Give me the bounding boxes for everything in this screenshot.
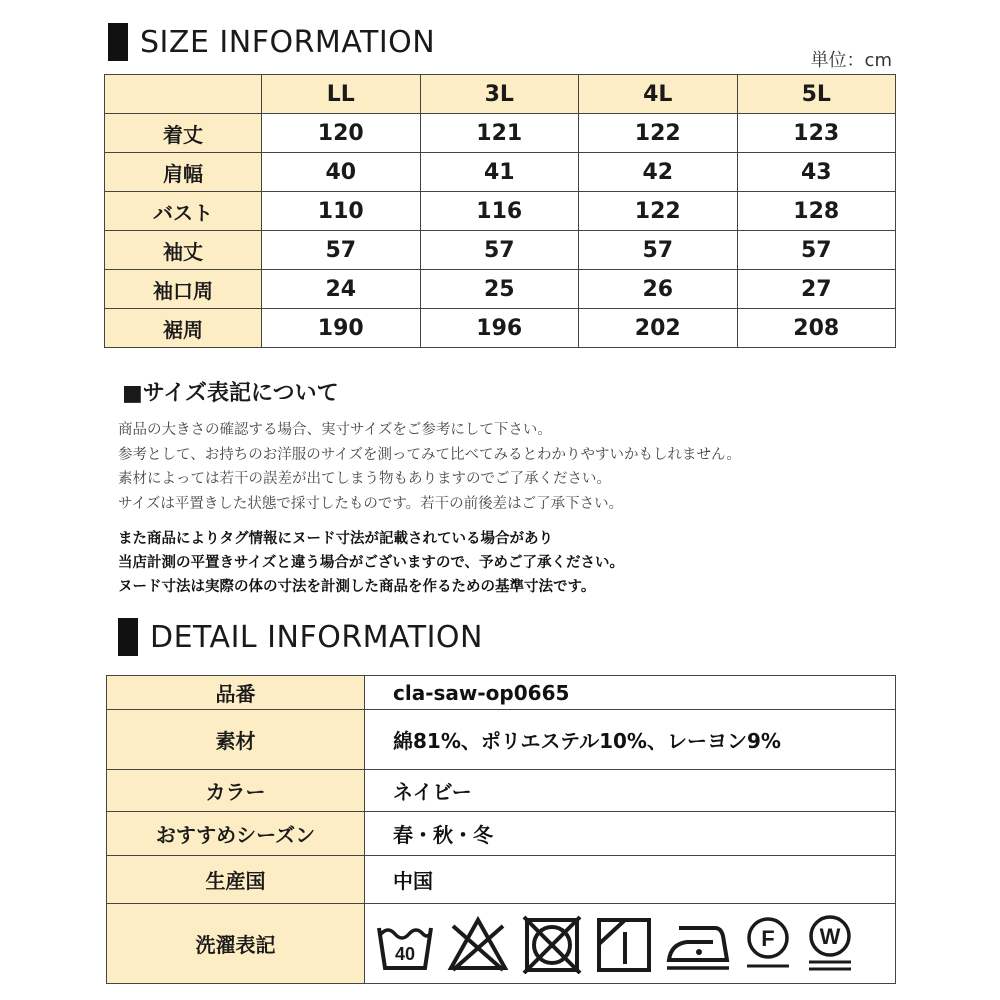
size-value: 57 bbox=[579, 231, 738, 270]
table-row bbox=[107, 904, 896, 984]
note-bold-line: また商品によりタグ情報にヌード寸法が記載されている場合があり bbox=[118, 531, 553, 547]
size-value: 57 bbox=[262, 231, 421, 270]
size-value: 24 bbox=[262, 270, 421, 309]
detail-value-country bbox=[365, 856, 896, 904]
table-row bbox=[105, 153, 896, 192]
item-number-text: cla-saw-op0665 bbox=[393, 680, 570, 705]
detail-information-title: DETAIL INFORMATION bbox=[150, 619, 483, 655]
heading-bar bbox=[118, 618, 138, 656]
size-column-ll: LL bbox=[262, 75, 421, 114]
table-row bbox=[107, 676, 896, 710]
table-row bbox=[107, 710, 896, 770]
detail-information-heading bbox=[118, 617, 483, 657]
wash-temperature-text: 40 bbox=[394, 943, 416, 964]
detail-value-item-number bbox=[365, 676, 896, 710]
size-value: 27 bbox=[737, 270, 896, 309]
dry-clean-f-icon bbox=[743, 914, 793, 974]
size-value: 196 bbox=[420, 309, 579, 348]
iron-low-temp-icon bbox=[665, 914, 731, 974]
detail-label-color: カラー bbox=[107, 770, 365, 812]
size-notes-title: ■サイズ表記について bbox=[122, 381, 339, 406]
wash-tub-40-icon bbox=[375, 914, 435, 974]
no-tumble-dry-icon bbox=[521, 914, 583, 974]
detail-label-item-number: 品番 bbox=[107, 676, 365, 710]
table-row bbox=[105, 270, 896, 309]
table-row bbox=[107, 770, 896, 812]
size-notes-bold bbox=[118, 527, 624, 599]
material-text: 綿81%、ポリエステル10%、レーヨン9% bbox=[393, 729, 781, 753]
size-value: 40 bbox=[262, 153, 421, 192]
size-column-5l: 5L bbox=[737, 75, 896, 114]
unit-label: 単位：cm bbox=[810, 50, 892, 71]
size-value: 208 bbox=[737, 309, 896, 348]
row-label: 着丈 bbox=[105, 114, 262, 153]
note-line: 素材によっては若干の誤差が出てしまう物もありますのでご了承ください。 bbox=[118, 471, 611, 487]
dry-clean-letter: F bbox=[761, 925, 775, 951]
wet-clean-w-icon bbox=[805, 914, 855, 974]
row-label: 袖丈 bbox=[105, 231, 262, 270]
note-line: 商品の大きさの確認する場合、実寸サイズをご参考にして下さい。 bbox=[118, 422, 552, 438]
row-label: バスト bbox=[105, 192, 262, 231]
size-value: 57 bbox=[420, 231, 579, 270]
size-notes-body bbox=[118, 418, 741, 516]
size-information-heading bbox=[108, 22, 435, 62]
size-column-3l: 3L bbox=[420, 75, 579, 114]
row-label: 袖口周 bbox=[105, 270, 262, 309]
note-line: 参考として、お持ちのお洋服のサイズを測ってみて比べてみるとわかりやすいかもしれません。 bbox=[118, 446, 741, 463]
detail-value-material bbox=[365, 710, 896, 770]
detail-label-care: 洗濯表記 bbox=[107, 904, 365, 984]
detail-label-material: 素材 bbox=[107, 710, 365, 770]
size-value: 121 bbox=[420, 114, 579, 153]
color-text: ネイビー bbox=[393, 780, 472, 804]
size-value: 122 bbox=[579, 192, 738, 231]
row-label: 肩幅 bbox=[105, 153, 262, 192]
note-bold-line: 当店計測の平置きサイズと違う場合がございますので、予めご了承ください。 bbox=[118, 555, 625, 571]
size-value: 202 bbox=[579, 309, 738, 348]
size-value: 41 bbox=[420, 153, 579, 192]
country-text: 中国 bbox=[393, 869, 433, 893]
row-label: 裾周 bbox=[105, 309, 262, 348]
detail-value-care bbox=[365, 904, 896, 984]
size-column-4l: 4L bbox=[579, 75, 738, 114]
table-row bbox=[107, 856, 896, 904]
size-value: 123 bbox=[737, 114, 896, 153]
size-information-title: SIZE INFORMATION bbox=[140, 24, 436, 60]
season-text: 春・秋・冬 bbox=[393, 823, 493, 847]
size-value: 57 bbox=[737, 231, 896, 270]
detail-value-color bbox=[365, 770, 896, 812]
wet-clean-letter: W bbox=[819, 923, 841, 949]
size-value: 190 bbox=[262, 309, 421, 348]
size-value: 128 bbox=[737, 192, 896, 231]
size-value: 120 bbox=[262, 114, 421, 153]
size-value: 110 bbox=[262, 192, 421, 231]
detail-table bbox=[106, 675, 896, 984]
size-value: 43 bbox=[737, 153, 896, 192]
table-row bbox=[107, 812, 896, 856]
size-value: 25 bbox=[420, 270, 579, 309]
table-row bbox=[105, 192, 896, 231]
detail-value-season bbox=[365, 812, 896, 856]
size-table-header-row bbox=[105, 75, 896, 114]
size-value: 42 bbox=[579, 153, 738, 192]
table-row bbox=[105, 114, 896, 153]
note-line: サイズは平置きした状態で採寸したものです。若干の前後差はご了承下さい。 bbox=[118, 495, 624, 512]
detail-label-season: おすすめシーズン bbox=[107, 812, 365, 856]
care-symbols bbox=[375, 914, 895, 974]
size-value: 26 bbox=[579, 270, 738, 309]
detail-label-country: 生産国 bbox=[107, 856, 365, 904]
size-table bbox=[104, 74, 896, 348]
size-value: 122 bbox=[579, 114, 738, 153]
table-row bbox=[105, 309, 896, 348]
heading-bar bbox=[108, 23, 128, 61]
size-value: 116 bbox=[420, 192, 579, 231]
line-dry-shade-icon bbox=[595, 914, 653, 974]
note-bold-line: ヌード寸法は実際の体の寸法を計測した商品を作るための基準寸法です。 bbox=[118, 579, 596, 595]
size-table-corner-cell bbox=[105, 75, 262, 114]
no-bleach-icon bbox=[447, 914, 509, 974]
table-row bbox=[105, 231, 896, 270]
